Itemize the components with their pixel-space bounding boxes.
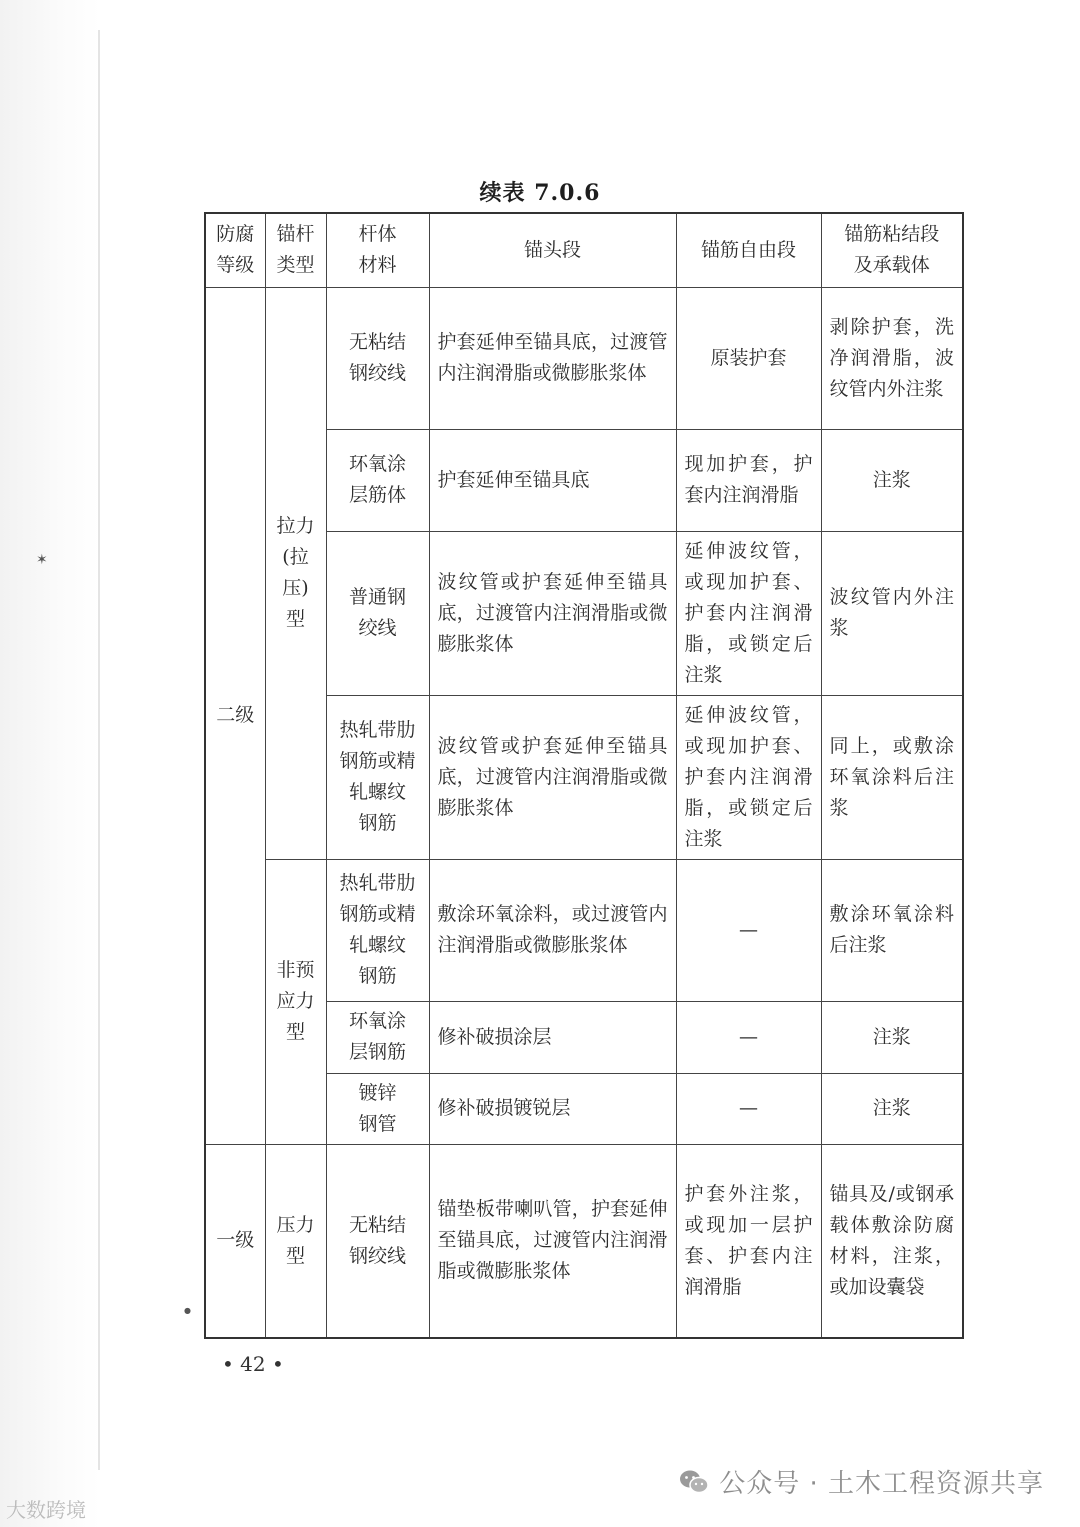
header-anchor-type: 锚杆 类型: [265, 213, 326, 287]
free-cell: 原装护套: [676, 287, 821, 429]
head-cell: 护套延伸至锚具底: [429, 429, 676, 531]
material-cell: 镀锌 钢管: [326, 1073, 429, 1144]
table-header-row: [205, 213, 963, 287]
free-cell: —: [676, 1073, 821, 1144]
free-cell: 现加护套，护套内注润滑脂: [676, 429, 821, 531]
bond-cell: 敷涂环氧涂料后注浆: [821, 859, 963, 1001]
material-cell: 环氧涂 层筋体: [326, 429, 429, 531]
scan-speck: ●: [184, 1306, 191, 1315]
table-row: [205, 287, 963, 429]
bond-cell: 注浆: [821, 1001, 963, 1073]
bond-cell: 同上，或敷涂环氧涂料后注浆: [821, 695, 963, 859]
watermark-left-text: 大数跨境: [6, 1498, 86, 1522]
bond-cell: 波纹管内外注浆: [821, 531, 963, 695]
grade-cell: 一级: [205, 1144, 265, 1338]
watermark-left: [6, 1494, 86, 1523]
header-free-section: 锚筋自由段: [676, 213, 821, 287]
header-bond-section: 锚筋粘结段 及承载体: [821, 213, 963, 287]
head-cell: 敷涂环氧涂料，或过渡管内注润滑脂或微膨胀浆体: [429, 859, 676, 1001]
anchor-type-cell: 拉力 (拉压) 型: [265, 287, 326, 859]
head-cell: 波纹管或护套延伸至锚具底，过渡管内注润滑脂或微膨胀浆体: [429, 531, 676, 695]
anticorrosion-table: [204, 212, 964, 1339]
bond-cell: 注浆: [821, 1073, 963, 1144]
wechat-icon: [679, 1469, 709, 1495]
scan-speck: ✶: [36, 552, 48, 568]
head-cell: 修补破损镀锐层: [429, 1073, 676, 1144]
material-cell: 热轧带肋 钢筋或精 轧螺纹 钢筋: [326, 859, 429, 1001]
grade-cell: 二级: [205, 287, 265, 1144]
free-cell: 延伸波纹管，或现加护套、护套内注润滑脂，或锁定后注浆: [676, 531, 821, 695]
header-grade: 防腐 等级: [205, 213, 265, 287]
free-cell: 护套外注浆，或现加一层护套、护套内注润滑脂: [676, 1144, 821, 1338]
material-cell: 普通钢 绞线: [326, 531, 429, 695]
material-cell: 热轧带肋 钢筋或精 轧螺纹 钢筋: [326, 695, 429, 859]
free-cell: —: [676, 859, 821, 1001]
page-binding-edge: [0, 0, 100, 1527]
head-cell: 修补破损涂层: [429, 1001, 676, 1073]
material-cell: 环氧涂 层钢筋: [326, 1001, 429, 1073]
table-title: 续表 7.0.6: [479, 180, 601, 206]
material-cell: 无粘结 钢绞线: [326, 287, 429, 429]
watermark-right-text: 公众号 · 土木工程资源共享: [719, 1469, 1044, 1499]
anchor-type-cell: 压力 型: [265, 1144, 326, 1338]
watermark-right: [679, 1463, 1044, 1500]
head-cell: 波纹管或护套延伸至锚具底，过渡管内注润滑脂或微膨胀浆体: [429, 695, 676, 859]
page-number: • 42 •: [222, 1352, 284, 1376]
free-cell: —: [676, 1001, 821, 1073]
table-row: [205, 1144, 963, 1338]
table-row: [205, 859, 963, 1001]
head-cell: 锚垫板带喇叭管，护套延伸至锚具底，过渡管内注润滑脂或微膨胀浆体: [429, 1144, 676, 1338]
free-cell: 延伸波纹管，或现加护套、护套内注润滑脂，或锁定后注浆: [676, 695, 821, 859]
material-cell: 无粘结 钢绞线: [326, 1144, 429, 1338]
anchor-type-cell: 非预 应力 型: [265, 859, 326, 1144]
bond-cell: 剥除护套，洗净润滑脂，波纹管内外注浆: [821, 287, 963, 429]
header-anchor-head: 锚头段: [429, 213, 676, 287]
bond-cell: 锚具及/或钢承载体敷涂防腐材料，注浆，或加设囊袋: [821, 1144, 963, 1338]
header-material: 杆体 材料: [326, 213, 429, 287]
bond-cell: 注浆: [821, 429, 963, 531]
head-cell: 护套延伸至锚具底，过渡管内注润滑脂或微膨胀浆体: [429, 287, 676, 429]
